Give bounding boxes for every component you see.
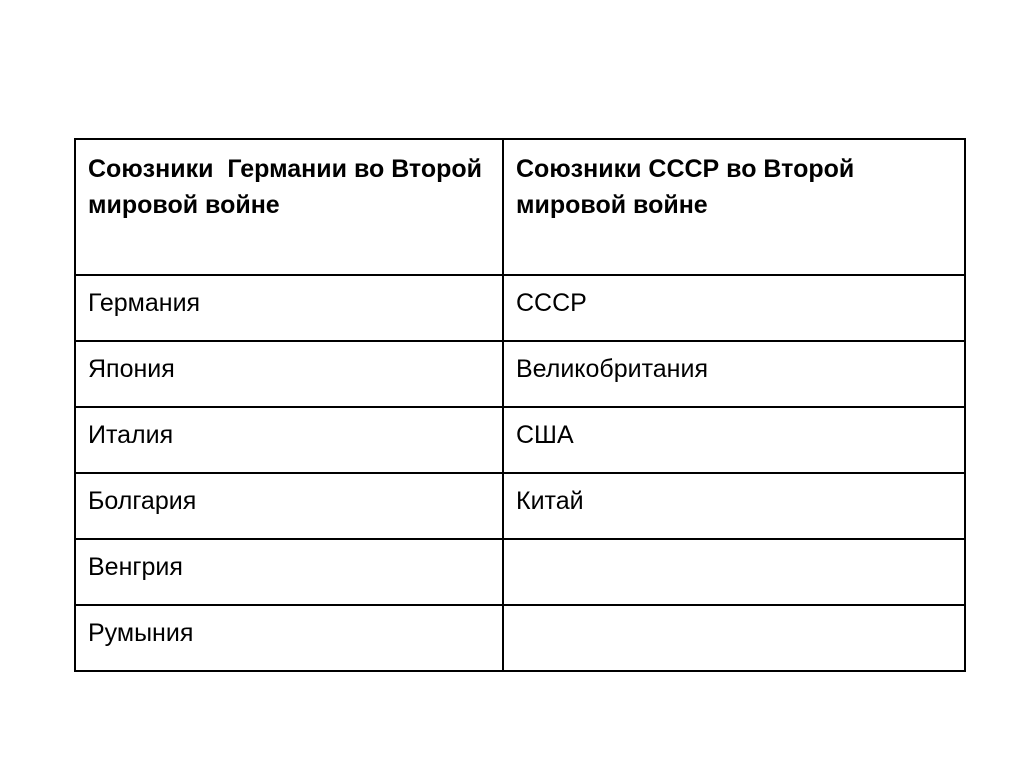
- table-cell: [75, 407, 503, 473]
- table-cell-text: Германия: [88, 289, 201, 317]
- table-row: [75, 275, 965, 341]
- table-cell: [75, 473, 503, 539]
- table-cell-empty: [503, 539, 965, 605]
- table-cell-text: Болгария: [88, 487, 197, 515]
- table-row: [75, 341, 965, 407]
- table-header-cell-germany-allies: [75, 139, 503, 275]
- alliance-table-container: [74, 138, 964, 672]
- table-cell: [503, 473, 965, 539]
- table-cell-text: СССР: [516, 289, 587, 317]
- table-cell: [503, 341, 965, 407]
- table-cell-text: Италия: [88, 421, 174, 449]
- table-cell-empty: [503, 605, 965, 671]
- table-header: [75, 139, 965, 275]
- table-header-text: Союзники Германии во Второй мировой войне: [88, 155, 489, 219]
- table-row: [75, 407, 965, 473]
- table-cell: [75, 605, 503, 671]
- table-cell-text: Великобритания: [516, 355, 708, 383]
- table-body: [75, 275, 965, 671]
- table-row: [75, 539, 965, 605]
- table-cell-text: Китай: [516, 487, 584, 515]
- table-cell: [75, 275, 503, 341]
- table-cell-text: Япония: [88, 355, 175, 383]
- table-header-text: Союзники СССР во Второй мировой войне: [516, 155, 862, 219]
- table-cell: [503, 275, 965, 341]
- table-cell-text: Румыния: [88, 619, 194, 647]
- table-header-cell-ussr-allies: [503, 139, 965, 275]
- table-cell: [75, 539, 503, 605]
- table-cell-text: Венгрия: [88, 553, 183, 581]
- table-cell: [503, 407, 965, 473]
- table-row: [75, 605, 965, 671]
- table-cell-text: США: [516, 421, 574, 449]
- alliance-table: [74, 138, 966, 672]
- table-header-row: [75, 139, 965, 275]
- table-cell: [75, 341, 503, 407]
- table-row: [75, 473, 965, 539]
